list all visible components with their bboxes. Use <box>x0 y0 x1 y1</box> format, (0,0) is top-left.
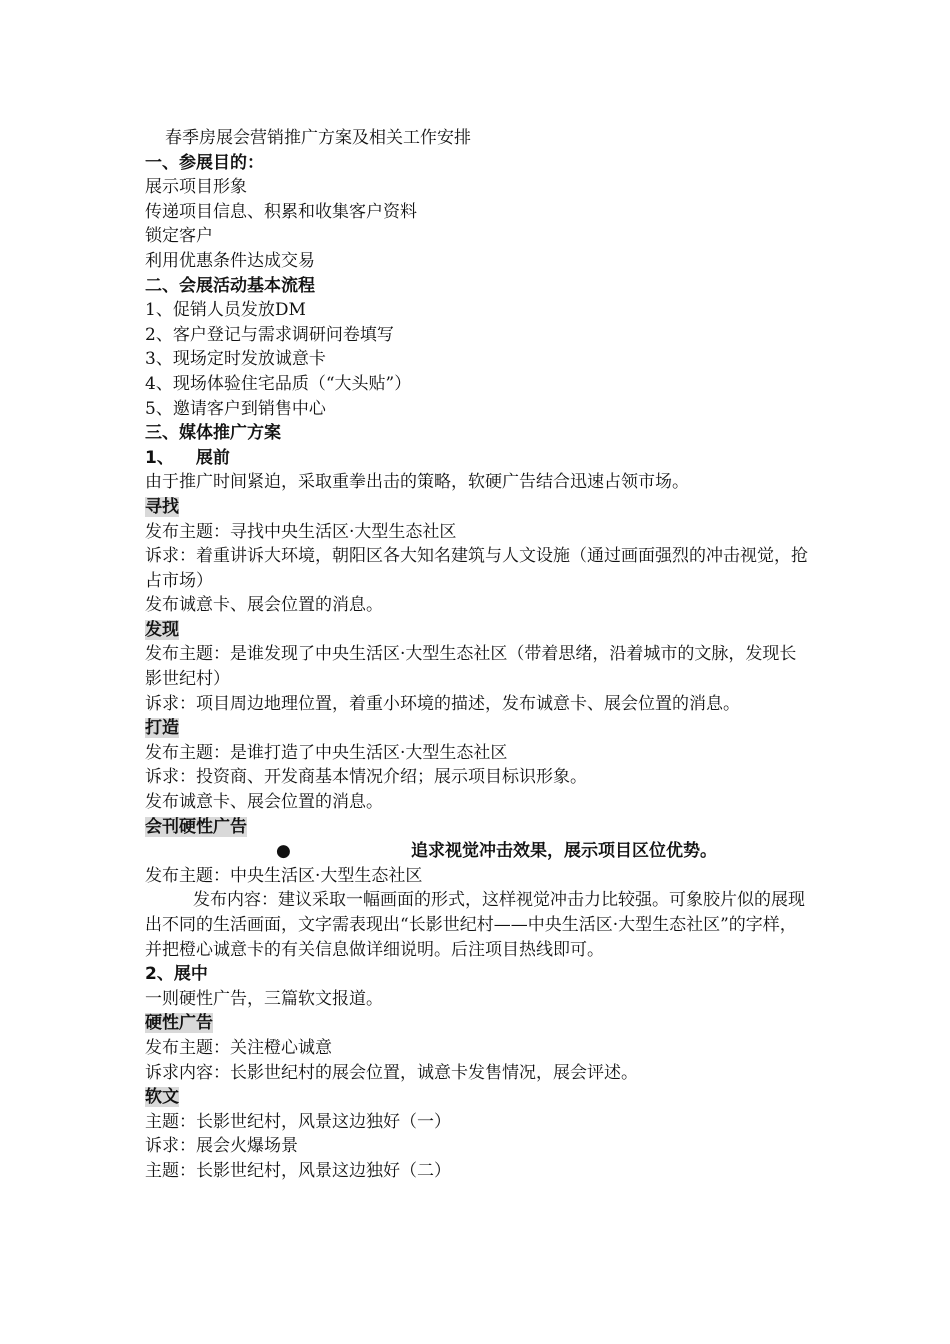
xunzhao-appeal: 诉求：着重讲诉大环境，朝阳区各大知名建筑与人文设施（通过画面强烈的冲击视觉，抢占市场） <box>145 546 808 591</box>
subsection-1-intro: 由于推广时间紧迫，采取重拳出击的策略，软硬广告结合迅速占领市场。 <box>145 472 689 493</box>
list-item: 5、邀请客户到销售中心 <box>145 398 326 419</box>
subsection-1-number: 1、 <box>145 447 174 468</box>
subsection-1-label: 展前 <box>195 447 230 468</box>
list-item: 1、促销人员发放DM <box>145 300 306 321</box>
dazao-theme: 发布主题：是谁打造了中央生活区·大型生态社区 <box>145 742 508 763</box>
list-item: 4、现场体验住宅品质（“大头贴”） <box>145 373 412 394</box>
bullet-icon: ● <box>276 841 291 862</box>
yingxing-theme: 发布主题：关注橙心诚意 <box>145 1037 332 1058</box>
bullet-item <box>145 839 810 864</box>
dazao-message: 发布诚意卡、展会位置的消息。 <box>145 792 383 813</box>
faxian-appeal: 诉求：项目周边地理位置，着重小环境的描述，发布诚意卡、展会位置的消息。 <box>145 693 740 714</box>
faxian-theme: 发布主题：是谁发现了中央生活区·大型生态社区（带着思绪，沿着城市的文脉，发现长影世纪村） <box>145 644 797 690</box>
label-huikan: 会刊硬性广告 <box>145 816 247 837</box>
bullet-text: 追求视觉冲击效果，展示项目区位优势。 <box>411 841 717 862</box>
list-item: 2、客户登记与需求调研问卷填写 <box>145 324 394 345</box>
dazao-appeal: 诉求：投资商、开发商基本情况介绍；展示项目标识形象。 <box>145 767 587 788</box>
xunzhao-theme: 发布主题：寻找中央生活区·大型生态社区 <box>145 521 457 542</box>
label-xunzhao: 寻找 <box>145 496 179 517</box>
section-1-heading: 一、参展目的： <box>145 152 264 173</box>
list-item: 利用优惠条件达成交易 <box>145 250 315 271</box>
label-dazao: 打造 <box>145 718 179 739</box>
document-title: 春季房展会营销推广方案及相关工作安排 <box>165 128 471 148</box>
list-item: 展示项目形象 <box>145 177 247 198</box>
label-yingxing: 硬性广告 <box>145 1013 213 1034</box>
document-page <box>145 126 810 1184</box>
ruanwen-appeal-1: 诉求：展会火爆场景 <box>145 1136 298 1157</box>
list-item: 传递项目信息、积累和收集客户资料 <box>145 201 417 222</box>
subsection-2-intro: 一则硬性广告，三篇软文报道。 <box>145 988 383 1009</box>
subsection-1-heading <box>145 446 810 471</box>
list-item: 锁定客户 <box>145 226 213 247</box>
huikan-content: 发布内容：建议采取一幅画面的形式，这样视觉冲击力比较强。可象胶片似的展现出不同的生活画面，文字需表现出“长影世纪村——中央生活区·大型生态社区”的字样，并把橙心诚意卡的有关信息做详细说明。后注项目热线即可。 <box>145 890 805 960</box>
subsection-2-heading: 2、展中 <box>145 964 208 985</box>
huikan-theme: 发布主题：中央生活区·大型生态社区 <box>145 865 423 886</box>
label-ruanwen: 软文 <box>145 1087 179 1108</box>
section-3-heading: 三、媒体推广方案 <box>145 423 281 444</box>
section-2-heading: 二、会展活动基本流程 <box>145 275 315 296</box>
xunzhao-message: 发布诚意卡、展会位置的消息。 <box>145 595 383 616</box>
ruanwen-theme-2: 主题：长影世纪村，风景这边独好（二） <box>145 1160 451 1181</box>
list-item: 3、现场定时发放诚意卡 <box>145 349 326 370</box>
ruanwen-theme-1: 主题：长影世纪村，风景这边独好（一） <box>145 1111 451 1132</box>
yingxing-appeal: 诉求内容：长影世纪村的展会位置，诚意卡发售情况，展会评述。 <box>145 1062 638 1083</box>
label-faxian: 发现 <box>145 619 179 640</box>
